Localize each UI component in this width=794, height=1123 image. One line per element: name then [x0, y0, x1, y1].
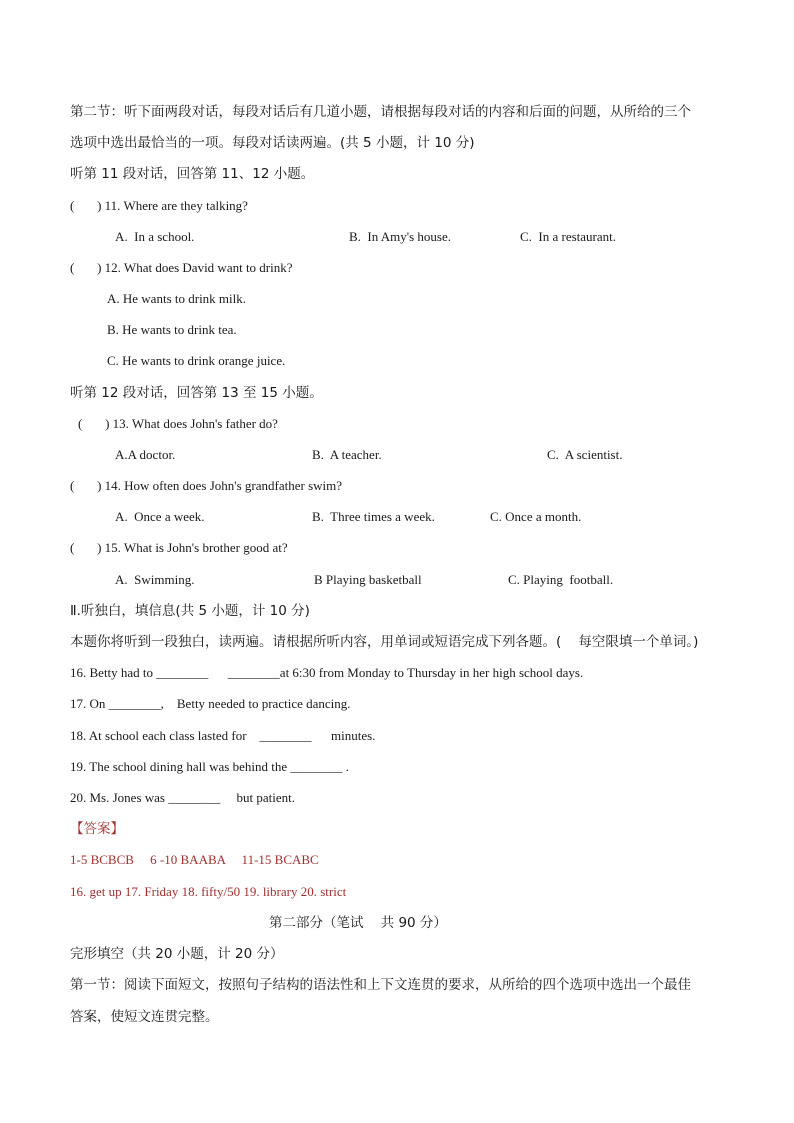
q12-stem: ( ) 12. What does David want to drink? [70, 260, 293, 275]
dialogue12-heading: 听第 12 段对话，回答第 13 至 15 小题。 [70, 385, 323, 401]
q15-option-b: B Playing basketball [314, 572, 422, 587]
q13-option-b: B. A teacher. [312, 447, 382, 462]
part2-heading: Ⅱ.听独白，填信息(共 5 小题，计 10 分) [70, 603, 310, 619]
answer-line2: 16. get up 17. Friday 18. fifty/50 19. library 20. strict [70, 884, 347, 899]
section2-intro-line2: 选项中选出最恰当的一项。每段对话读两遍。(共 5 小题，计 10 分) [70, 135, 475, 151]
q17-fill: 17. On ________, Betty needed to practice dancing. [70, 696, 351, 711]
answer-label: 【答案】 [70, 821, 124, 837]
q11-stem: ( ) 11. Where are they talking? [70, 198, 248, 213]
cloze-heading: 完形填空（共 20 小题，计 20 分） [70, 946, 284, 962]
q19-fill: 19. The school dining hall was behind the ________ . [70, 759, 349, 774]
q18-fill: 18. At school each class lasted for ________ minutes. [70, 728, 376, 743]
q11-option-a: A. In a school. [115, 229, 195, 244]
q12-option-a: A. He wants to drink milk. [107, 291, 247, 306]
q14-option-b: B. Three times a week. [312, 509, 435, 524]
cloze-intro-line1: 第一节：阅读下面短文，按照句子结构的语法性和上下文连贯的要求，从所给的四个选项中选出一个最佳 [70, 977, 691, 993]
q13-option-c: C. A scientist. [547, 447, 623, 462]
q14-option-a: A. Once a week. [115, 509, 205, 524]
q15-option-a: A. Swimming. [115, 572, 195, 587]
q20-fill: 20. Ms. Jones was ________ but patient. [70, 790, 295, 805]
q14-stem: ( ) 14. How often does John's grandfather swim? [70, 478, 343, 493]
q13-option-a: A.A doctor. [115, 447, 176, 462]
q12-option-c: C. He wants to drink orange juice. [107, 353, 286, 368]
cloze-intro-line2: 答案，使短文连贯完整。 [70, 1009, 219, 1025]
q12-option-b: B. He wants to drink tea. [107, 322, 237, 337]
q11-option-c: C. In a restaurant. [520, 229, 617, 244]
q16-fill: 16. Betty had to ________ ________at 6:30 from Monday to Thursday in her high school days. [70, 665, 584, 680]
q15-stem: ( ) 15. What is John's brother good at? [70, 540, 288, 555]
part2-instruction: 本题你将听到一段独白，读两遍。请根据所听内容，用单词或短语完成下列各题。( 每空限填一个单词。) [70, 634, 699, 650]
q13-stem: ( ) 13. What does John's father do? [78, 416, 278, 431]
section2-intro-line1: 第二节：听下面两段对话，每段对话后有几道小题，请根据每段对话的内容和后面的问题，从所给的三个 [70, 104, 691, 120]
answer-line1: 1-5 BCBCB 6 -10 BAABA 11-15 BCABC [70, 852, 319, 867]
q14-option-c: C. Once a month. [490, 509, 582, 524]
written-part-title: 第二部分（笔试 共 90 分） [269, 915, 447, 931]
dialogue11-heading: 听第 11 段对话，回答第 11、12 小题。 [70, 166, 315, 182]
q15-option-c: C. Playing football. [508, 572, 614, 587]
q11-option-b: B. In Amy's house. [349, 229, 452, 244]
